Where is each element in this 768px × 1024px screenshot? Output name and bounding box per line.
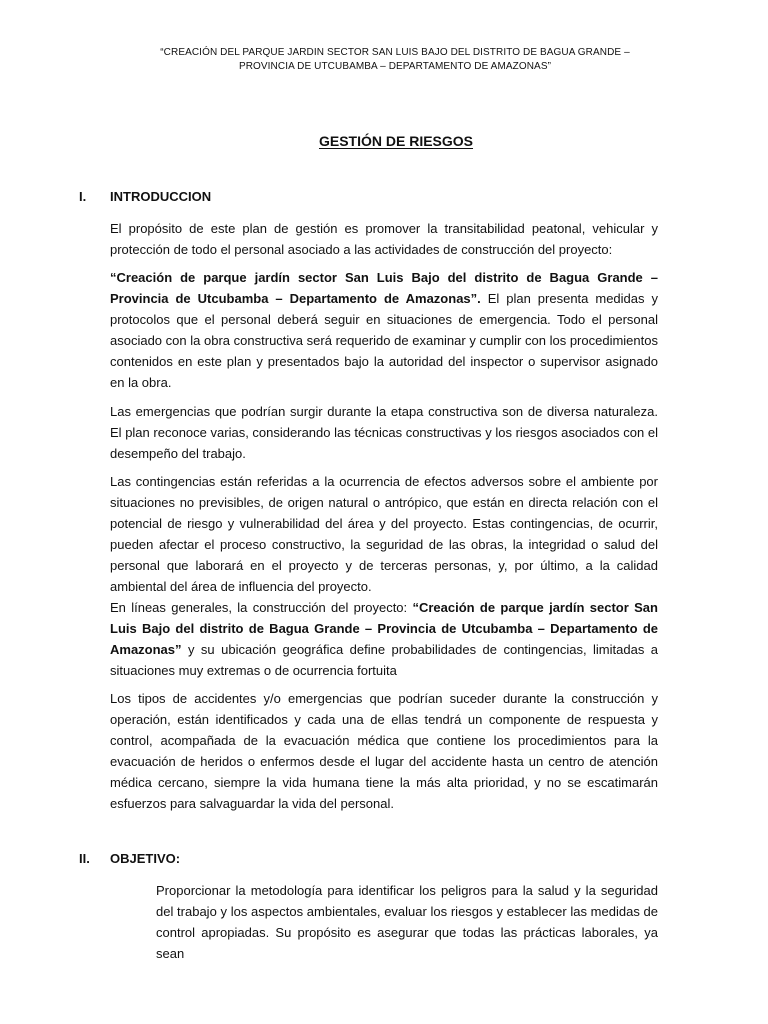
section-title: OBJETIVO: (110, 851, 181, 866)
running-header (150, 46, 640, 74)
paragraph-accident-types: Los tipos de accidentes y/o emergencias que podrían suceder durante la construcción y operación, están identificados y cada una de ellas tendrá un componente de respuesta y control, acompañada de la evacuación médica que contiene los procedimientos para la evacuación de heridos o enfermos desde el lugar del accidente hasta un centro de atención médica cercano, siempre la vida humana tiene la más alta prioridad, y no se escatimarán esfuerzos para salvaguardar la vida del personal. (110, 691, 658, 811)
section-title: INTRODUCCION (110, 189, 212, 204)
header-line-1: “CREACIÓN DEL PARQUE JARDIN SECTOR SAN LUIS BAJO DEL DISTRITO DE BAGUA GRANDE – (160, 47, 630, 58)
document-title: GESTIÓN DE RIESGOS (318, 133, 474, 149)
project-name-bold: “Creación de parque jardín sector San Luis Bajo del distrito de Bagua Grande – Provincia de Utcubamba – Departamento de Amazonas”. (110, 270, 658, 306)
section-number: I. (79, 189, 87, 204)
section-heading-objetivo (79, 851, 180, 866)
header-line-2: PROVINCIA DE UTCUBAMBA – DEPARTAMENTO DE AMAZONAS” (238, 61, 552, 72)
paragraph-purpose: El propósito de este plan de gestión es promover la transitabilidad peatonal, vehicular y protección de todo el personal asociado a las actividades de construcción del proyecto: (110, 221, 658, 257)
paragraph-general-lines (110, 597, 658, 681)
section-number: II. (79, 851, 90, 866)
paragraph-contingencies: Las contingencias están referidas a la ocurrencia de efectos adversos sobre el ambiente por situaciones no previsibles, de origen natural o antrópico, que están en directa relación con el potencial de riesgo y vulnerabilidad del área y del proyecto. Estas contingencias, de ocurrir, pueden afectar el proceso constructivo, la seguridad de las obras, la integridad o salud del personal que laborará en el proyecto y de terceras personas, y, por último, a la calidad ambiental del área de influencia del proyecto. (110, 474, 658, 594)
section-heading-introduccion (79, 189, 211, 204)
paragraph-objective: Proporcionar la metodología para identificar los peligros para la salud y la seguridad del trabajo y los aspectos ambientales, evaluar los riesgos y establecer las medidas de control apropiadas. Su propósito es asegurar que todas las prácticas laborales, ya sean (156, 883, 658, 961)
paragraph-emergencies: Las emergencias que podrían surgir durante la etapa constructiva son de diversa naturaleza. El plan reconoce varias, considerando las técnicas constructivas y los riesgos asociados con el desempeño del trabajo. (110, 404, 658, 461)
paragraph-text: El plan presenta medidas y protocolos que el personal deberá seguir en situaciones de emergencia. Todo el personal asociado con la obra constructiva será requerido de examinar y cumplir con los procedimientos contenidos en este plan y presentados bajo la autoridad del inspector o supervisor asignado en la obra. (110, 291, 658, 390)
project-name-bold: “Creación de parque jardín sector San Luis Bajo del distrito de Bagua Grande – Provincia de Utcubamba – Departamento de Amazonas” (110, 600, 658, 657)
paragraph-project-plan (110, 267, 658, 393)
paragraph-text: y su ubicación geográfica define probabilidades de contingencias, limitadas a situaciones muy extremas o de ocurrencia fortuita (110, 642, 658, 678)
paragraph-text: En líneas generales, la construcción del proyecto: (110, 600, 413, 615)
